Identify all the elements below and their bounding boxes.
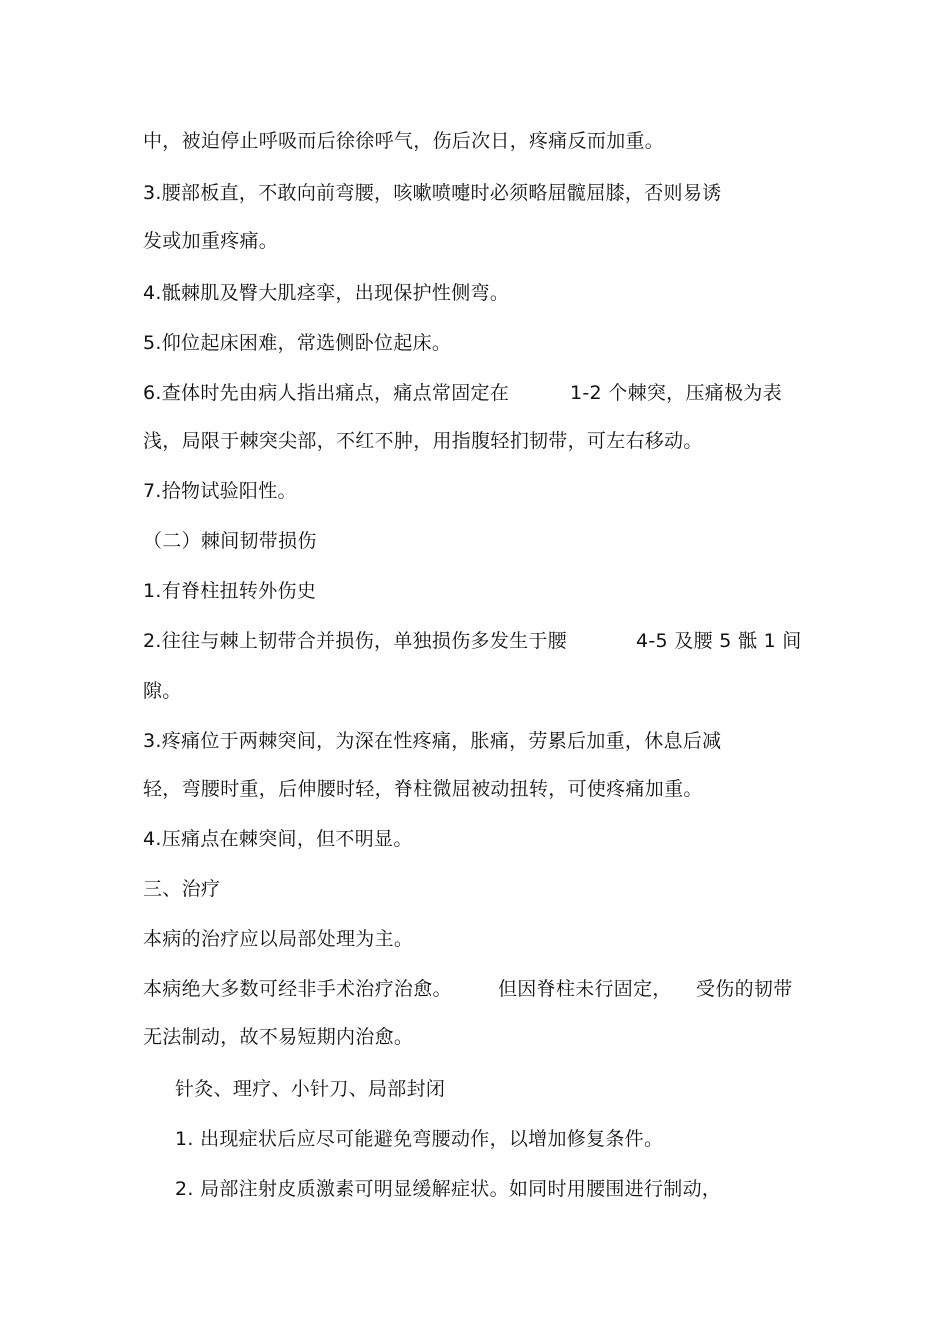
text-line: 轻，弯腰时重，后伸腰时轻，脊柱微屈被动扭转，可使疼痛加重。 — [143, 778, 703, 800]
text-line: 无法制动，故不易短期内治愈。 — [143, 1026, 414, 1048]
text-line: 但因脊柱未行固定， — [498, 978, 672, 1000]
text-line: 7.拾物试验阳性。 — [143, 480, 297, 502]
text-line: 6.查体时先由病人指出痛点，痛点常固定在 — [143, 382, 510, 404]
text-line: 4.骶棘肌及臀大肌痉挛，出现保护性侧弯。 — [143, 282, 510, 304]
text-line: 3.疼痛位于两棘突间，为深在性疼痛，胀痛，劳累后加重，休息后减 — [143, 730, 722, 752]
text-line: 1.有脊柱扭转外伤史 — [143, 580, 317, 602]
list-item: 1. 出现症状后应尽可能避免弯腰动作，以增加修复条件。 — [175, 1128, 664, 1150]
text-line: 3.腰部板直，不敢向前弯腰，咳嗽喷嚏时必须略屈髋屈膝，否则易诱 — [143, 182, 722, 204]
text-line: 4-5 及腰 5 骶 1 间 — [636, 630, 802, 652]
section-heading: （二）棘间韧带损伤 — [143, 530, 317, 552]
text-line: 受伤的韧带 — [696, 978, 793, 1000]
text-line: 1-2 个棘突，压痛极为表 — [570, 382, 782, 404]
section-heading: 三、治疗 — [143, 878, 221, 900]
text-line: 发或加重疼痛。 — [143, 230, 279, 252]
text-line: 本病的治疗应以局部处理为主。 — [143, 928, 414, 950]
text-line: 本病绝大多数可经非手术治疗治愈。 — [143, 978, 452, 1000]
text-line: 浅，局限于棘突尖部，不红不肿，用指腹轻扪韧带，可左右移动。 — [143, 430, 703, 452]
text-line: 针灸、理疗、小针刀、局部封闭 — [175, 1078, 446, 1100]
text-line: 5.仰位起床困难，常选侧卧位起床。 — [143, 332, 452, 354]
text-line: 4.压痛点在棘突间，但不明显。 — [143, 828, 413, 850]
list-item: 2. 局部注射皮质激素可明显缓解症状。如同时用腰围进行制动， — [175, 1178, 722, 1200]
text-line: 2.往往与棘上韧带合并损伤，单独损伤多发生于腰 — [143, 630, 568, 652]
text-line: 中，被迫停止呼吸而后徐徐呼气，伤后次日，疼痛反而加重。 — [143, 130, 665, 152]
text-line: 隙。 — [143, 680, 182, 702]
